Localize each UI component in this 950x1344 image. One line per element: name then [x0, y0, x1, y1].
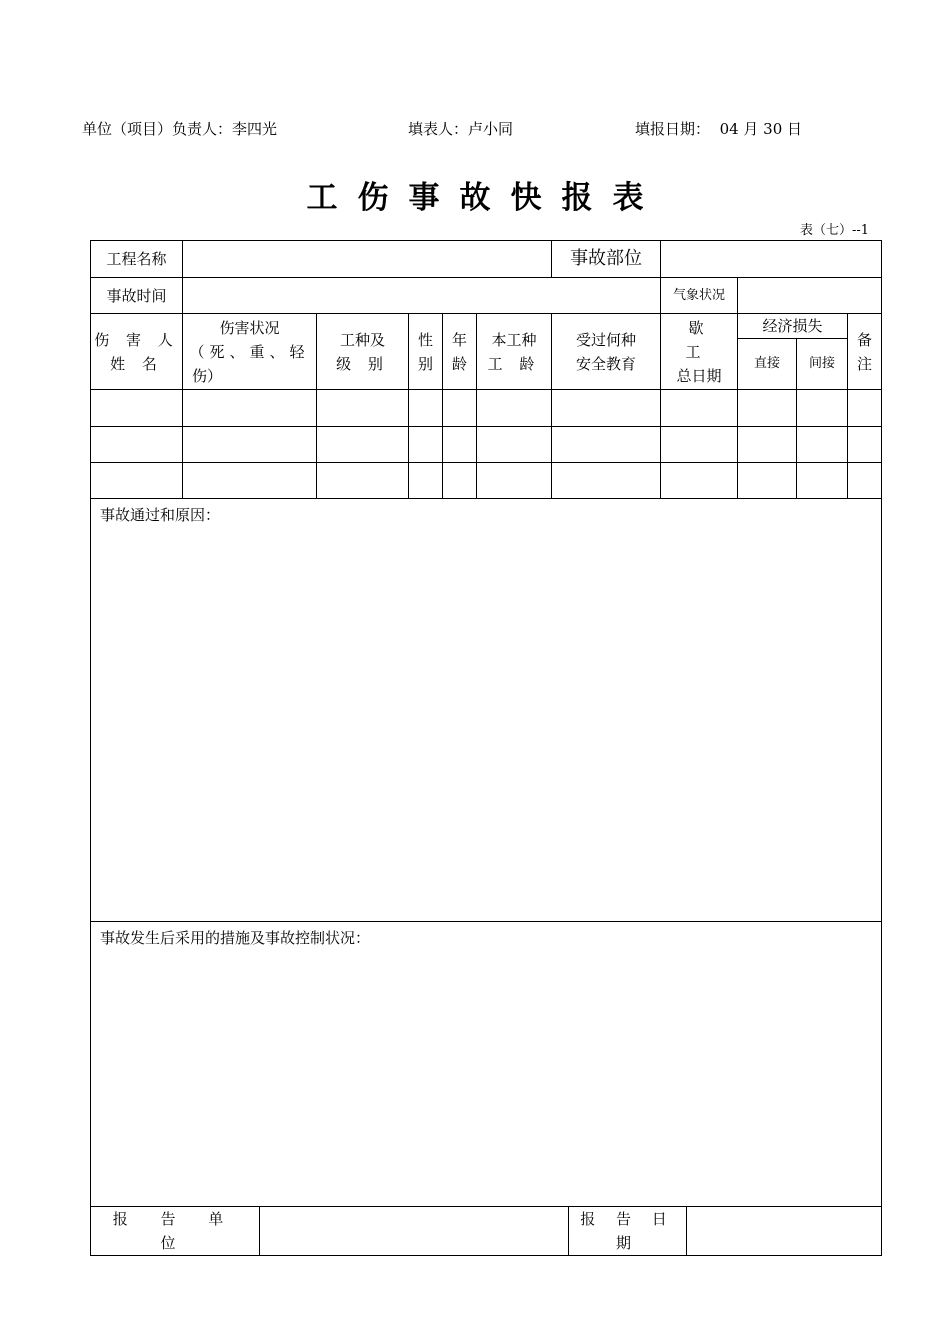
table-cell[interactable] [848, 427, 882, 463]
table-cell[interactable] [848, 390, 882, 427]
table-cell[interactable] [91, 427, 183, 463]
accident-time-field[interactable] [183, 278, 661, 314]
table-row [91, 427, 882, 463]
table-cell[interactable] [552, 390, 661, 427]
project-name-field[interactable] [183, 241, 552, 278]
project-name-label: 工程名称 [91, 241, 183, 278]
date-label: 填报日期： [635, 120, 711, 138]
table-cell[interactable] [443, 427, 477, 463]
table-cell[interactable] [477, 463, 552, 499]
col-direct-loss: 直接 [738, 339, 797, 390]
table-cell[interactable] [738, 390, 797, 427]
col-indirect-loss: 间接 [797, 339, 848, 390]
table-cell[interactable] [409, 427, 443, 463]
table-cell[interactable] [409, 463, 443, 499]
table-cell[interactable] [797, 427, 848, 463]
table-cell[interactable] [317, 390, 409, 427]
table-cell[interactable] [183, 463, 317, 499]
filler-label: 填表人： [408, 120, 469, 138]
table-cell[interactable] [738, 427, 797, 463]
table-cell[interactable] [477, 427, 552, 463]
form-number: 表（七）--1 [799, 223, 869, 238]
table-cell[interactable] [797, 463, 848, 499]
table-cell[interactable] [183, 427, 317, 463]
table-cell[interactable] [661, 463, 738, 499]
table-cell[interactable] [661, 390, 738, 427]
table-row [91, 390, 882, 427]
report-date-field[interactable] [687, 1207, 882, 1256]
table-cell[interactable] [183, 390, 317, 427]
process-cause-label: 事故通过和原因： [100, 506, 221, 524]
col-trade-level: 工种及 级 别 [317, 314, 409, 390]
responsible-name: 李四光 [232, 120, 278, 138]
responsible-label: 单位（项目）负责人： [82, 120, 233, 138]
date-value: 04 月 30 日 [719, 120, 803, 138]
col-safety-training: 受过何种 安全教育 [552, 314, 661, 390]
measures-label: 事故发生后采用的措施及事故控制状况： [100, 929, 371, 947]
col-age: 年 龄 [443, 314, 477, 390]
table-cell[interactable] [797, 390, 848, 427]
table-cell[interactable] [443, 463, 477, 499]
col-injured-name: 伤 害 人 姓 名 [91, 314, 183, 390]
report-unit-label: 报 告 单 位 [91, 1207, 260, 1256]
table-cell[interactable] [552, 463, 661, 499]
table-cell[interactable] [552, 427, 661, 463]
col-economic-loss: 经济损失 [738, 314, 848, 339]
table-cell[interactable] [443, 390, 477, 427]
page-title: 工伤事故快报表 [306, 180, 664, 216]
col-gender: 性 别 [409, 314, 443, 390]
col-trade-years: 本工种 工 龄 [477, 314, 552, 390]
accident-location-field[interactable] [661, 241, 882, 278]
accident-time-label: 事故时间 [91, 278, 183, 314]
filler-name: 卢小同 [468, 120, 514, 138]
weather-label: 气象状况 [661, 278, 738, 314]
accident-location-label: 事故部位 [552, 241, 661, 278]
col-remarks: 备 注 [848, 314, 882, 390]
report-footer-table [90, 1206, 882, 1256]
table-cell[interactable] [409, 390, 443, 427]
report-unit-field[interactable] [260, 1207, 569, 1256]
form-filler [408, 118, 513, 139]
accident-report-table [90, 240, 882, 1207]
table-cell[interactable] [91, 390, 183, 427]
col-injury-status: 伤害状况 （死、重、轻 伤） [183, 314, 317, 390]
report-date-label: 报 告 日 期 [569, 1207, 687, 1256]
table-row [91, 463, 882, 499]
fill-date [635, 118, 802, 139]
table-cell[interactable] [91, 463, 183, 499]
process-cause-section[interactable] [91, 499, 882, 922]
measures-section[interactable] [91, 922, 882, 1207]
col-lost-days: 歇 工 总日期 [661, 314, 738, 390]
table-cell[interactable] [661, 427, 738, 463]
table-cell[interactable] [738, 463, 797, 499]
table-cell[interactable] [317, 463, 409, 499]
table-cell[interactable] [317, 427, 409, 463]
table-cell[interactable] [848, 463, 882, 499]
responsible-person [82, 118, 277, 139]
table-cell[interactable] [477, 390, 552, 427]
weather-field[interactable] [738, 278, 882, 314]
